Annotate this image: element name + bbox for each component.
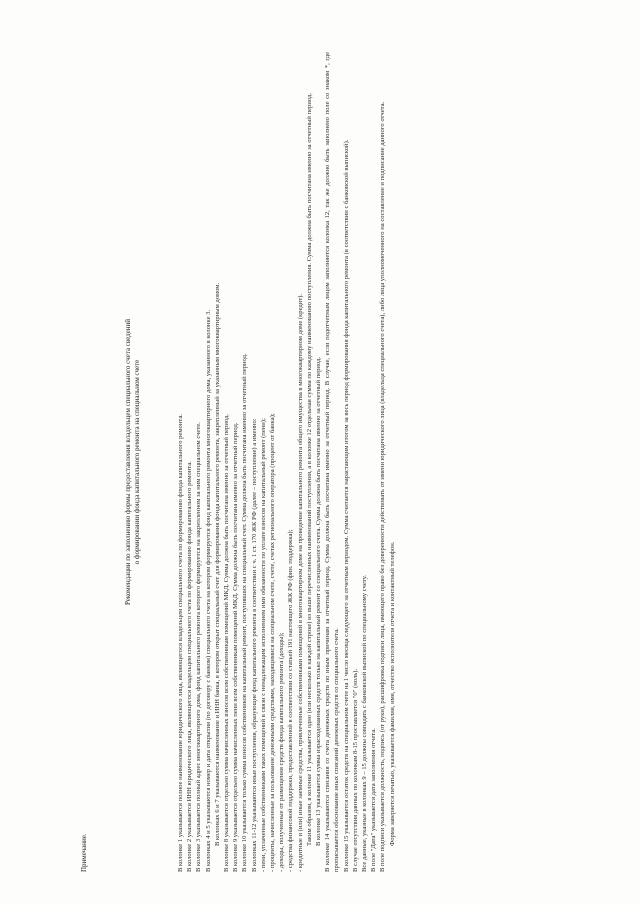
instruction-paragraph: В колонке 3 указывается полный адрес многоквартирного дома, фонд капитального ремонта которого формируется на закрепленном за ним специальном счете. xyxy=(195,422,203,872)
title-line-2: о формировании фонда капитального ремонта на специальном счете xyxy=(133,359,142,565)
instruction-paragraph: В поле подписи указывается должность, подпись (от руки), расшифровка подписи лица, имеющего право без доверенности действовать от имени юридического лица (владельца специального счета), либо лица уполномоченного на составление и подписание данного отчета. xyxy=(379,101,387,872)
instruction-paragraph: В колонке 13 указывается сумма израсходованных средств только на капитальный ремонт со специального счета. Сумма должна быть посчитана именно за отчетный период. xyxy=(315,356,323,846)
instruction-paragraph: В поле "Дата" указывается дата заполнения отчета. xyxy=(370,728,378,872)
instruction-paragraph: В колонках 11-12 указываются иные поступления, образующие фонд капитального ремонта в соответствии с ч. 1 ст. 170 ЖК РФ (далее – поступление) а именно: xyxy=(250,418,258,872)
document-title xyxy=(124,52,143,872)
instruction-paragraph: В колонке 10 указывается только сумма взносов собственников на капитальный ремонт, поступивших на специальный счет. Сумма должна быть посчитана именно за отчетный период. xyxy=(241,353,249,872)
instruction-paragraph: - проценты, начисленные за пользование денежными средствами, находящимися на специальном счете, счете, счетах регионального оператора (процент от банка); xyxy=(269,413,277,872)
rotated-document-body xyxy=(80,52,575,872)
instruction-paragraph: - средства финансовой поддержки, предоставленной в соответствии со статьей 191 настоящего ЖК РФ (фин. поддержка); xyxy=(287,529,295,872)
instruction-paragraph: Форма заверяется печатью, указывается фамилия, имя, отчество исполнителя отчета и контактный телефон. xyxy=(388,541,396,846)
instruction-paragraph: В колонке 2 указывается ИНН юридического лица, являющегося владельцем специального счета по формированию фонда капитального ремонта. xyxy=(186,461,194,872)
instruction-paragraph: В случае отсутствия данных по колонкам 8-15 проставляется "0" (ноль). xyxy=(351,668,359,872)
note-label: Примечание. xyxy=(80,833,88,872)
instruction-paragraph: В колонке 15 указывается остаток средств на специальном счете на 1 число месяца следующего за отчетным периодом. Сумма считается нарастающим итогом за весь период формирования фонда капитального ремонта (в соответствии с банковской выпиской). xyxy=(342,139,350,872)
title-line-1: Рекомендации по заполнению формы предоставления владельцем специального счета сведений xyxy=(124,318,132,606)
instruction-paragraph: В колонках 6 и 7 указываются наименование и ИНН банка, в котором открыт специальный счет для формирования фонда капитального ремонта, закрепленный за указанным многоквартирным домом. xyxy=(213,282,221,846)
instructions-text xyxy=(176,52,397,872)
instruction-paragraph: Таким образом, в колонке 11 указывается одно (или несколько в каждой строке) из выше перечисленных наименований поступления, а в колонке 12 отдельная сумма по каждому наименованию поступления. Сумма должна быть посчитана именно за отчетный период. xyxy=(305,93,313,846)
instruction-paragraph: Все данные, указные в колонках 9 – 15 должны совпадать с банковской выпиской по специальному счету. xyxy=(361,575,369,872)
instruction-paragraph: В колонке 8 указывается отдельно сумма начисленных взносов всем собственникам помещений МКД. Сумма должна быть посчитана именно за отчетный период. xyxy=(223,414,231,872)
instruction-paragraph: - доходы, полученные от размещения средств фонда капитального ремонта (доходы); xyxy=(278,632,286,872)
instruction-paragraph: В колонке 1 указывается полное наименование юридического лица, являющегося владельцем специального счета по формированию фонда капитального ремонта. xyxy=(177,414,184,872)
instruction-paragraph: В колонках 4 и 5 указываются номер и дата открытия (по договору с банком) специального счета на котором формируется фонд капитального ремонта многоквартирного дома, указанного в колонке 3. xyxy=(204,309,212,872)
instruction-paragraph: В колонке 14 указываются списания со счета денежных средств по иным причинам за отчетный период. Сумма должна быть посчитана именно за отчетный период. В случае, если подотчетным лицом заполняется колонка 12, так же должно быть заполнено поле со знаком *, где прописывается обоснование иных списаний денежных средств со специального счета. xyxy=(324,52,341,872)
instruction-paragraph: - пени, уплаченные собственниками таких помещений в связи с ненадлежащим исполнением ими обязанности по уплате взносов на капитальный ремонт (пени); xyxy=(259,418,267,872)
instruction-paragraph: - кредитные и (или) иные заемные средства, привлеченные собственниками помещений в многоквартирном доме на проведение капитального ремонта общего имущества в многоквартирном доме (кредит). xyxy=(296,293,304,872)
instruction-paragraph: В колонке 9 указывается отдельно сумма начисленных пени всем собственникам помещений МКД. Сумма должна быть посчитана именно за отчетный период. xyxy=(232,422,240,872)
